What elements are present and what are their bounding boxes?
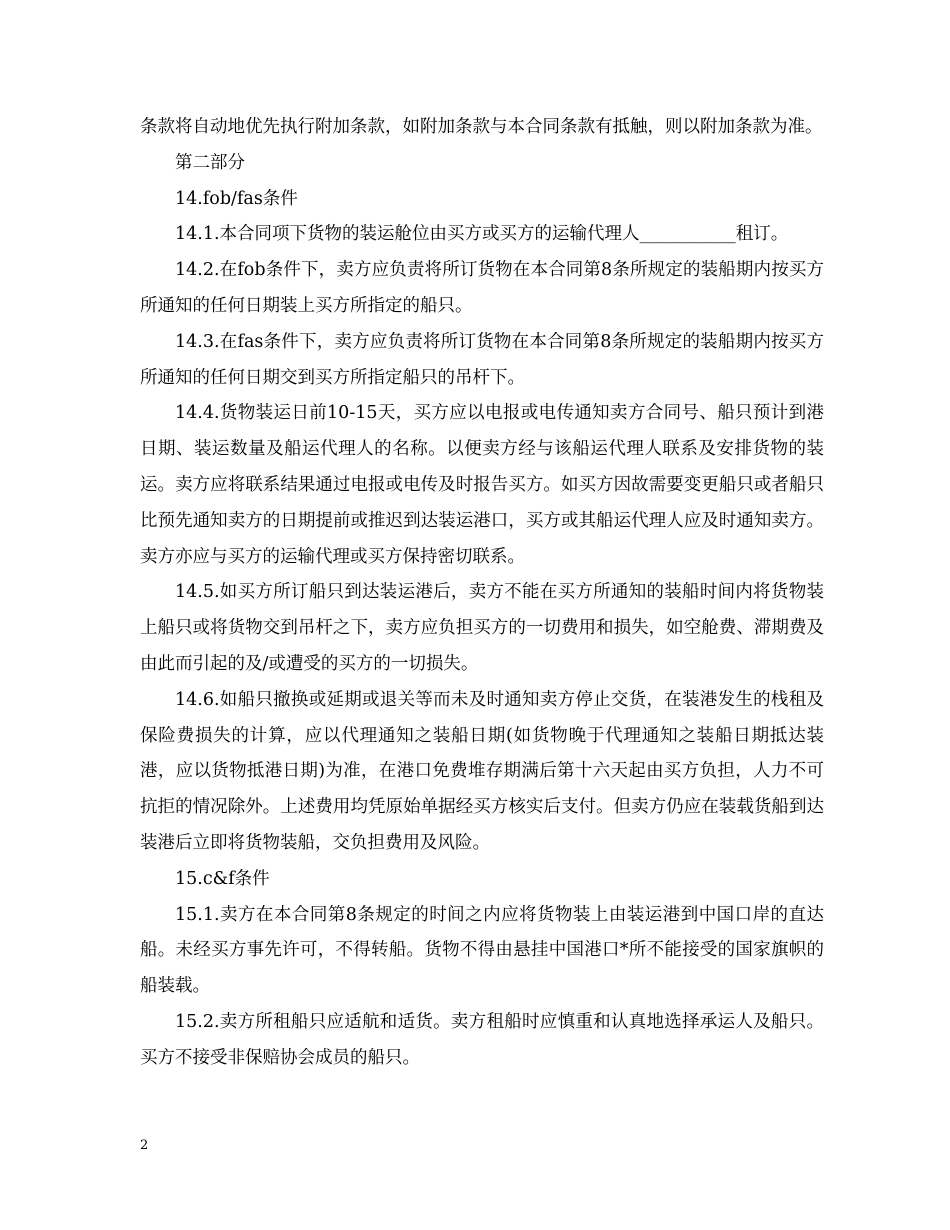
clause-15-1: 15.1.卖方在本合同第8条规定的时间之内应将货物装上由装运港到中国口岸的直达船。未经买方事先许可，不得转船。货物不得由悬挂中国港口*所不能接受的国家旗帜的船装载。 — [140, 904, 824, 997]
paragraph-continuation: 条款将自动地优先执行附加条款，如附加条款与本合同条款有抵触，则以附加条款为准。 — [140, 117, 823, 137]
clause-14-4: 14.4.货物装运日前10-15天，买方应以电报或电传通知卖方合同号、船只预计到港日期、装运数量及船运代理人的名称。以便卖方经与该船运代理人联系及安排货物的装运。卖方应将联系结果通过电报或电传及时报告买方。如买方因故需要变更船只或者船只比预先通知卖方的日期提前或推迟到达装运港口，买方或其船运代理人应及时通知卖方。卖方亦应与买方的运输代理或买方保持密切联系。 — [140, 403, 824, 567]
clause-14-1: 14.1.本合同项下货物的装运舱位由买方或买方的运输代理人___________租订。 — [175, 224, 789, 245]
clause-15-2: 15.2.卖方所租船只应适航和适货。卖方租船时应慎重和认真地选择承运人及船只。买方不接受非保赔协会成员的船只。 — [140, 1011, 824, 1068]
document-body — [140, 110, 824, 1077]
section-heading-part-two: 第二部分 — [175, 152, 245, 173]
clause-14-6: 14.6.如船只撤换或延期或退关等而未及时通知卖方停止交货，在装港发生的栈租及保险费损失的计算，应以代理通知之装船日期(如货物晚于代理通知之装船日期抵达装港，应以货物抵港日期)为准，在港口免费堆存期满后第十六天起由买方负担，人力不可抗拒的情况除外。上述费用均凭原始单据经买方核实后支付。但卖方仍应在装载货船到达装港后立即将货物装船，交负担费用及风险。 — [140, 689, 824, 853]
clause-14-2: 14.2.在fob条件下，卖方应负责将所订货物在本合同第8条所规定的装船期内按买方所通知的任何日期装上买方所指定的船只。 — [140, 260, 824, 316]
clause-14-5: 14.5.如买方所订船只到达装运港后，卖方不能在买方所通知的装船时间内将货物装上船只或将货物交到吊杆之下，卖方应负担买方的一切费用和损失，如空舱费、滞期费及由此而引起的及/或遭受的买方的一切损失。 — [140, 582, 824, 674]
page-number: 2 — [140, 1138, 149, 1153]
clause-heading-14: 14.fob/fas条件 — [175, 188, 298, 209]
clause-14-3: 14.3.在fas条件下，卖方应负责将所订货物在本合同第8条所规定的装船期内按买方所通知的任何日期交到买方所指定船只的吊杆下。 — [140, 331, 824, 388]
clause-heading-15: 15.c&f条件 — [175, 868, 270, 889]
